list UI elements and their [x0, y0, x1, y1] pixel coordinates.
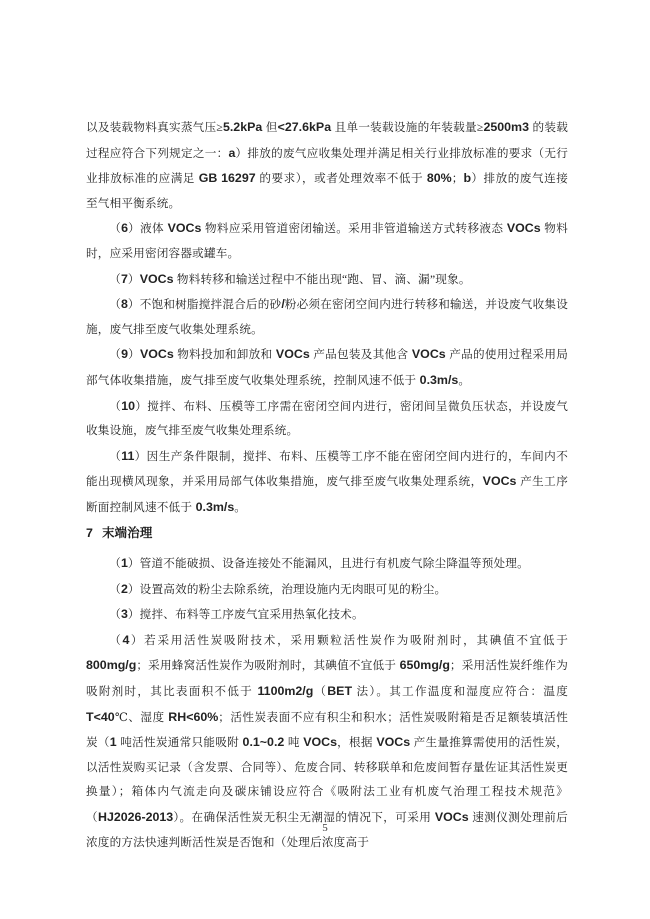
section-heading-number: 7 — [86, 525, 94, 540]
para-item-8: （8）不饱和树脂搅拌混合后的砂/粉必须在密闭空间内进行转移和输送，并设废气收集设施，废气排至废气收集处理系统。 — [86, 297, 568, 336]
para-continuation-item-5: 以及装载物料真实蒸气压≥5.2kPa 但<27.6kPa 且单一装载设施的年装载量≥2500m3 的装载过程应符合下列规定之一：a）排放的废气应收集处理并满足相关行业排放标准的要求（无行业排放标准的应满足 GB 16297 的要求），或者处理效率不低于 80%；b）排放的废气连接至气相平衡系统。 — [86, 120, 568, 210]
page-number: 5 — [322, 822, 328, 834]
para-item-7: （7）VOCs 物料转移和输送过程中不能出现“跑、冒、滴、漏”现象。 — [109, 271, 471, 286]
para-item-3: （3）搅拌、布料等工序废气宜采用热氧化技术。 — [109, 607, 364, 622]
section-7-heading — [86, 521, 568, 546]
para-item-2: （2）设置高效的粉尘去除系统，治理设施内无肉眼可见的粉尘。 — [109, 581, 447, 596]
para-item-4: （4）若采用活性炭吸附技术，采用颗粒活性炭作为吸附剂时，其碘值不宜低于 800mg/g；采用蜂窝活性炭作为吸附剂时，其碘值不宜低于 650mg/g；采用活性炭纤维作为吸附剂时，其比表面积不低于 1100m2/g（BET 法）。其工作温度和湿度应符合：温度 T<40℃、湿度 RH<60%；活性炭表面不应有积尘和积水；活性炭吸附箱是否足额装填活性炭（1 吨活性炭通常只能吸附 0.1~0.2 吨 VOCs，根据 VOCs 产生量推算需使用的活性炭，以活性炭购买记录（含发票、合同等）、危废合同、转移联单和危废间暂存量佐证其活性炭更换量）；箱体内气流走向及碳床铺设应符合《吸附法工业有机废气治理工程技术规范》（HJ2026-2013）。在确保活性炭无积尘无潮湿的情况下，可采用 VOCs 速测仪测处理前后浓度的方法快速判断活性炭是否饱和（处理后浓度高于 — [86, 632, 568, 849]
para-item-6: （6）液体 VOCs 物料应采用管道密闭输送。采用非管道输送方式转移液态 VOCs 物料时，应采用密闭容器或罐车。 — [86, 221, 568, 260]
para-item-10: （10）搅拌、布料、压模等工序需在密闭空间内进行，密闭间呈微负压状态，并设废气收集设施，废气排至废气收集处理系统。 — [86, 398, 569, 438]
para-item-11: （11）因生产条件限制，搅拌、布料、压模等工序不能在密闭空间内进行的，车间内不能出现横风现象，并采用局部气体收集措施，废气排至废气收集处理系统，VOCs 产生工序断面控制风速不低于 0.3m/s。 — [86, 448, 568, 514]
section-heading-title: 末端治理 — [102, 525, 153, 540]
document-body — [86, 115, 568, 855]
para-item-1: （1）管道不能破损、设备连接处不能漏风，且进行有机废气除尘降温等预处理。 — [109, 556, 529, 571]
para-item-9: （9）VOCs 物料投加和卸放和 VOCs 产品包装及其他含 VOCs 产品的使用过程采用局部气体收集措施，废气排至废气收集处理系统，控制风速不低于 0.3m/s。 — [86, 347, 568, 387]
